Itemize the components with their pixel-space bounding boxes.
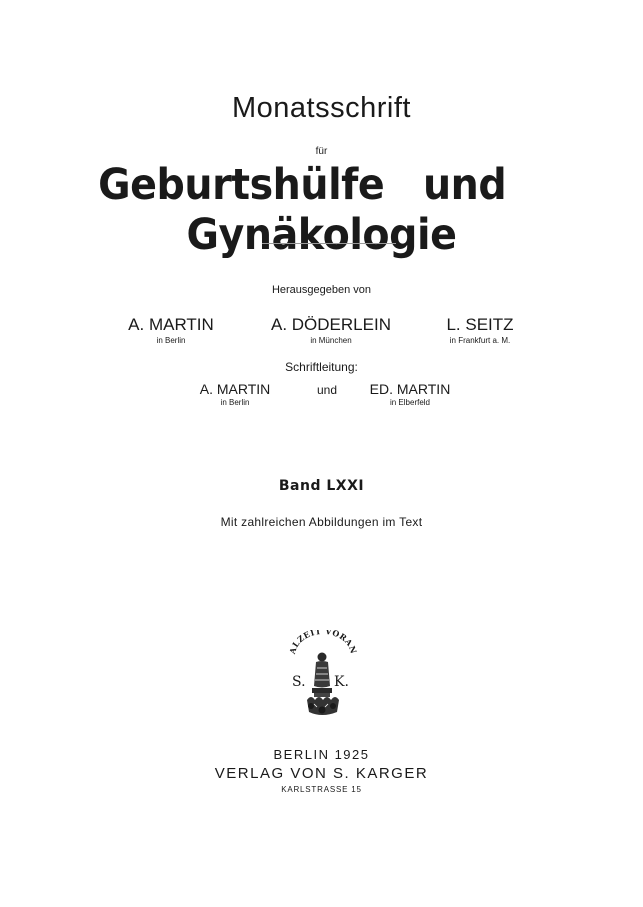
editor — [256, 315, 406, 345]
editor — [415, 315, 545, 345]
imprint-publisher: VERLAG VON S. KARGER — [214, 765, 429, 782]
subject-title-word-2: und — [422, 160, 507, 210]
subject-title — [26, 160, 618, 260]
editorial-board-member — [185, 381, 285, 407]
editor-name: L. SEITZ — [446, 315, 514, 334]
editorial-board-member — [355, 381, 465, 407]
published-by-label: Herausgegeben von — [271, 284, 372, 296]
subject-title-word-3: Gynäkologie — [186, 210, 457, 260]
imprint-city-year: BERLIN 1925 — [273, 747, 370, 762]
subject-title-word-1: Geburtshülfe — [98, 160, 385, 210]
volume-label: Band LXXI — [278, 478, 365, 494]
editorial-board-name: ED. MARTIN — [369, 381, 451, 397]
imprint-address: KARLSTRASSE 15 — [281, 785, 362, 794]
journal-title: Monatsschrift — [232, 92, 411, 124]
title-connector: für — [315, 146, 328, 157]
editorial-label: Schriftleitung: — [285, 360, 358, 374]
editorial-board-location: in Elberfeld — [389, 398, 431, 407]
editor-location: in Berlin — [156, 336, 186, 345]
publisher-logo — [281, 630, 363, 726]
editor-location: in Frankfurt a. M. — [449, 336, 511, 345]
logo-initial-k: K. — [334, 674, 349, 690]
editorial-board-location: in Berlin — [220, 398, 250, 407]
publisher-emblem-icon — [281, 630, 363, 726]
editor-name: A. DÖDERLEIN — [271, 315, 391, 334]
logo-initial-s: S. — [292, 674, 306, 690]
editorial-connector: und — [316, 383, 338, 397]
editor-location: in München — [310, 336, 352, 345]
title-divider — [262, 243, 396, 244]
editorial-board-name: A. MARTIN — [199, 381, 271, 397]
editor — [106, 315, 236, 345]
logo-banner-text: ALZEIT VORAN — [287, 630, 359, 656]
editor-name: A. MARTIN — [128, 315, 214, 334]
illustrations-note: Mit zahlreichen Abbildungen im Text — [220, 515, 423, 529]
